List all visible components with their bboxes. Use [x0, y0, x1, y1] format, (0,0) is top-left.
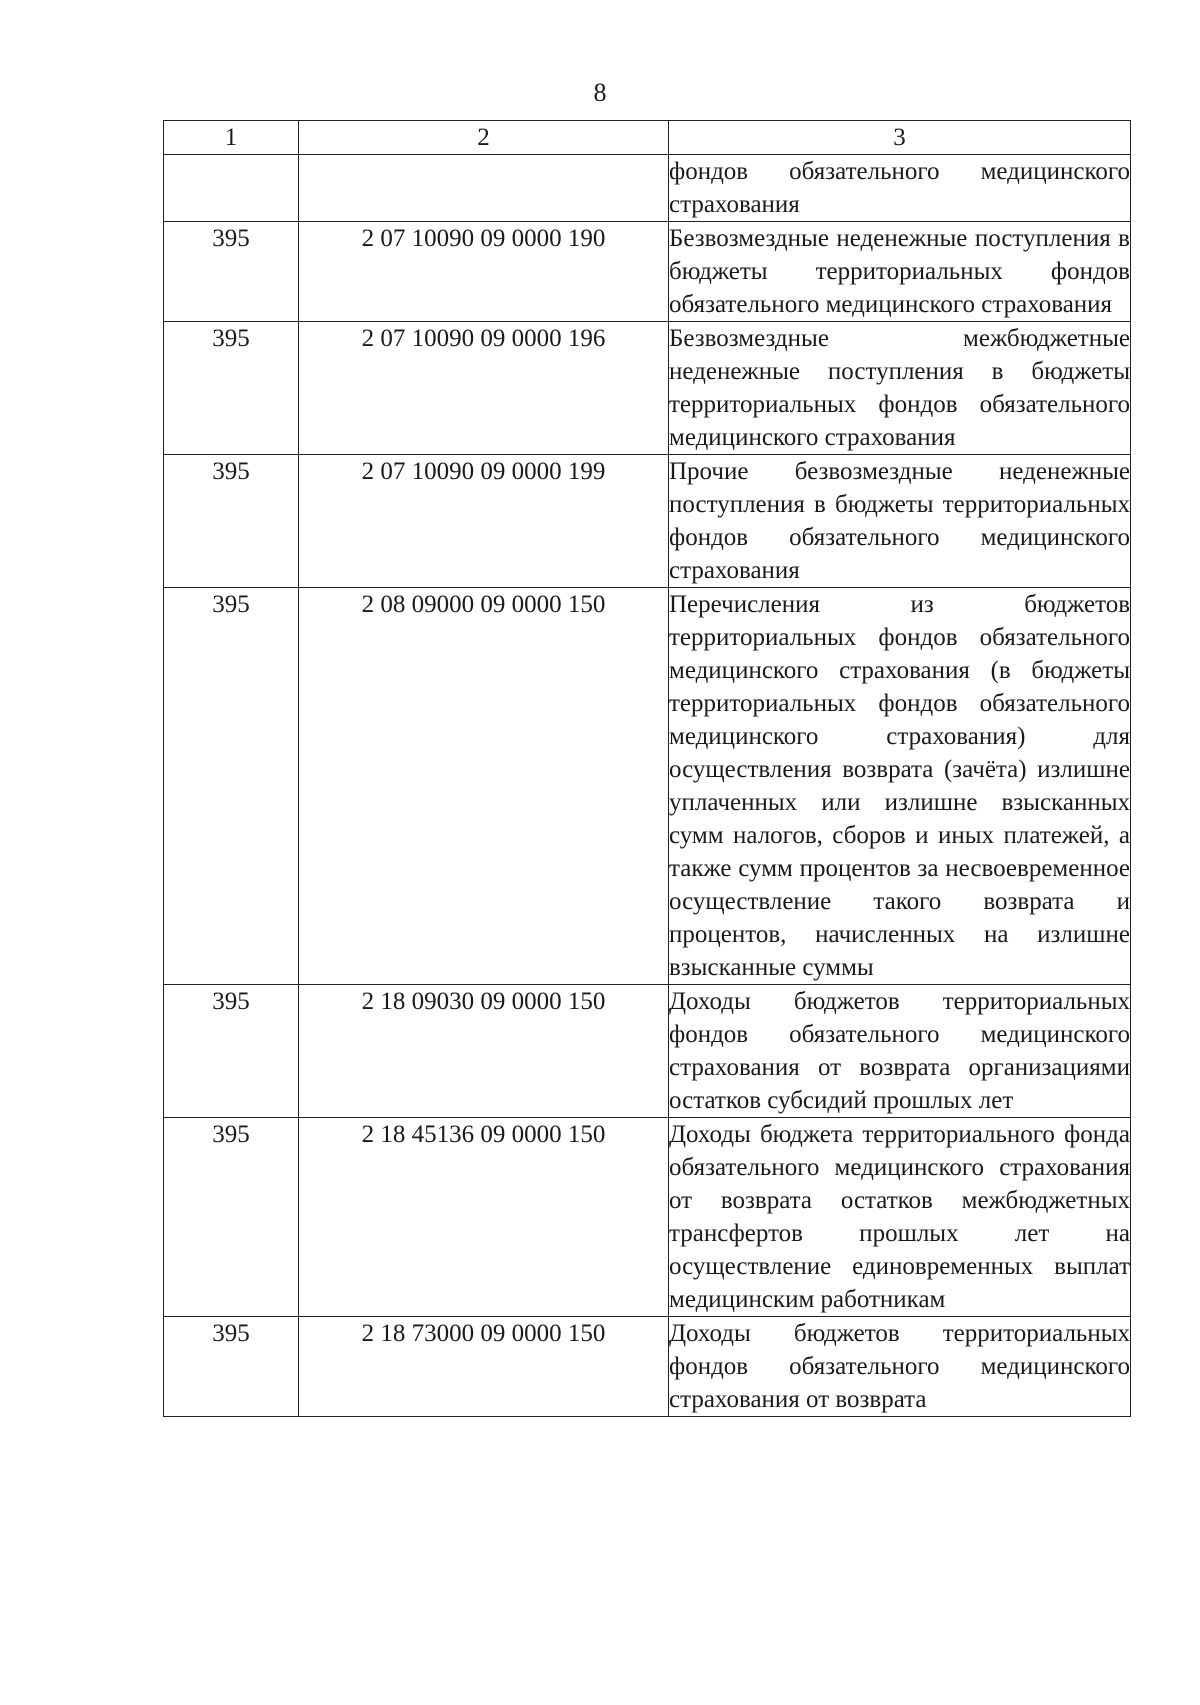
admin-code-cell: 395 — [164, 588, 299, 985]
page-number: 8 — [593, 78, 607, 107]
table-row — [164, 985, 1131, 1118]
admin-code-cell — [164, 155, 299, 222]
table-row — [164, 455, 1131, 588]
description-cell: Доходы бюджетов территориальных фондов обязательного медицинского страхования от возврата — [669, 1317, 1131, 1417]
kbk-code-cell: 2 07 10090 09 0000 196 — [299, 322, 669, 455]
table-row — [164, 155, 1131, 222]
description-cell: Перечисления из бюджетов территориальных фондов обязательного медицинского страхования (в бюджеты территориальных фондов обязательного медицинского страхования) для осуществления возврата (зачёта) излишне уплаченных или излишне взысканных сумм налогов, сборов и иных платежей, а также сумм процентов за несвоевременное осуществление такого возврата и процентов, начисленных на излишне взысканные суммы — [669, 588, 1131, 985]
kbk-code-cell: 2 07 10090 09 0000 199 — [299, 455, 669, 588]
description-cell: Доходы бюджета территориального фонда обязательного медицинского страхования от возврата остатков межбюджетных трансфертов прошлых лет на осуществление единовременных выплат медицинским работникам — [669, 1118, 1131, 1317]
kbk-code-cell — [299, 155, 669, 222]
description-cell: Прочие безвозмездные неденежные поступления в бюджеты территориальных фондов обязательного медицинского страхования — [669, 455, 1131, 588]
kbk-code-cell: 2 18 09030 09 0000 150 — [299, 985, 669, 1118]
admin-code-cell: 395 — [164, 985, 299, 1118]
admin-code-cell: 395 — [164, 1317, 299, 1417]
budget-codes-table — [163, 120, 1131, 1417]
kbk-code-cell: 2 18 45136 09 0000 150 — [299, 1118, 669, 1317]
kbk-code-cell: 2 07 10090 09 0000 190 — [299, 222, 669, 322]
table-row — [164, 222, 1131, 322]
description-cell: Безвозмездные неденежные поступления в бюджеты территориальных фондов обязательного медицинского страхования — [669, 222, 1131, 322]
column-header-2: 2 — [299, 121, 669, 155]
table-row — [164, 1118, 1131, 1317]
admin-code-cell: 395 — [164, 1118, 299, 1317]
admin-code-cell: 395 — [164, 455, 299, 588]
kbk-code-cell: 2 18 73000 09 0000 150 — [299, 1317, 669, 1417]
admin-code-cell: 395 — [164, 222, 299, 322]
table-row — [164, 1317, 1131, 1417]
column-header-1: 1 — [164, 121, 299, 155]
table-header-row — [164, 121, 1131, 155]
kbk-code-cell: 2 08 09000 09 0000 150 — [299, 588, 669, 985]
table-row — [164, 588, 1131, 985]
description-cell: Безвозмездные межбюджетные неденежные поступления в бюджеты территориальных фондов обязательного медицинского страхования — [669, 322, 1131, 455]
description-cell: Доходы бюджетов территориальных фондов обязательного медицинского страхования от возврата организациями остатков субсидий прошлых лет — [669, 985, 1131, 1118]
table-row — [164, 322, 1131, 455]
admin-code-cell: 395 — [164, 322, 299, 455]
column-header-3: 3 — [669, 121, 1131, 155]
description-cell: фондов обязательного медицинского страхования — [669, 155, 1131, 222]
